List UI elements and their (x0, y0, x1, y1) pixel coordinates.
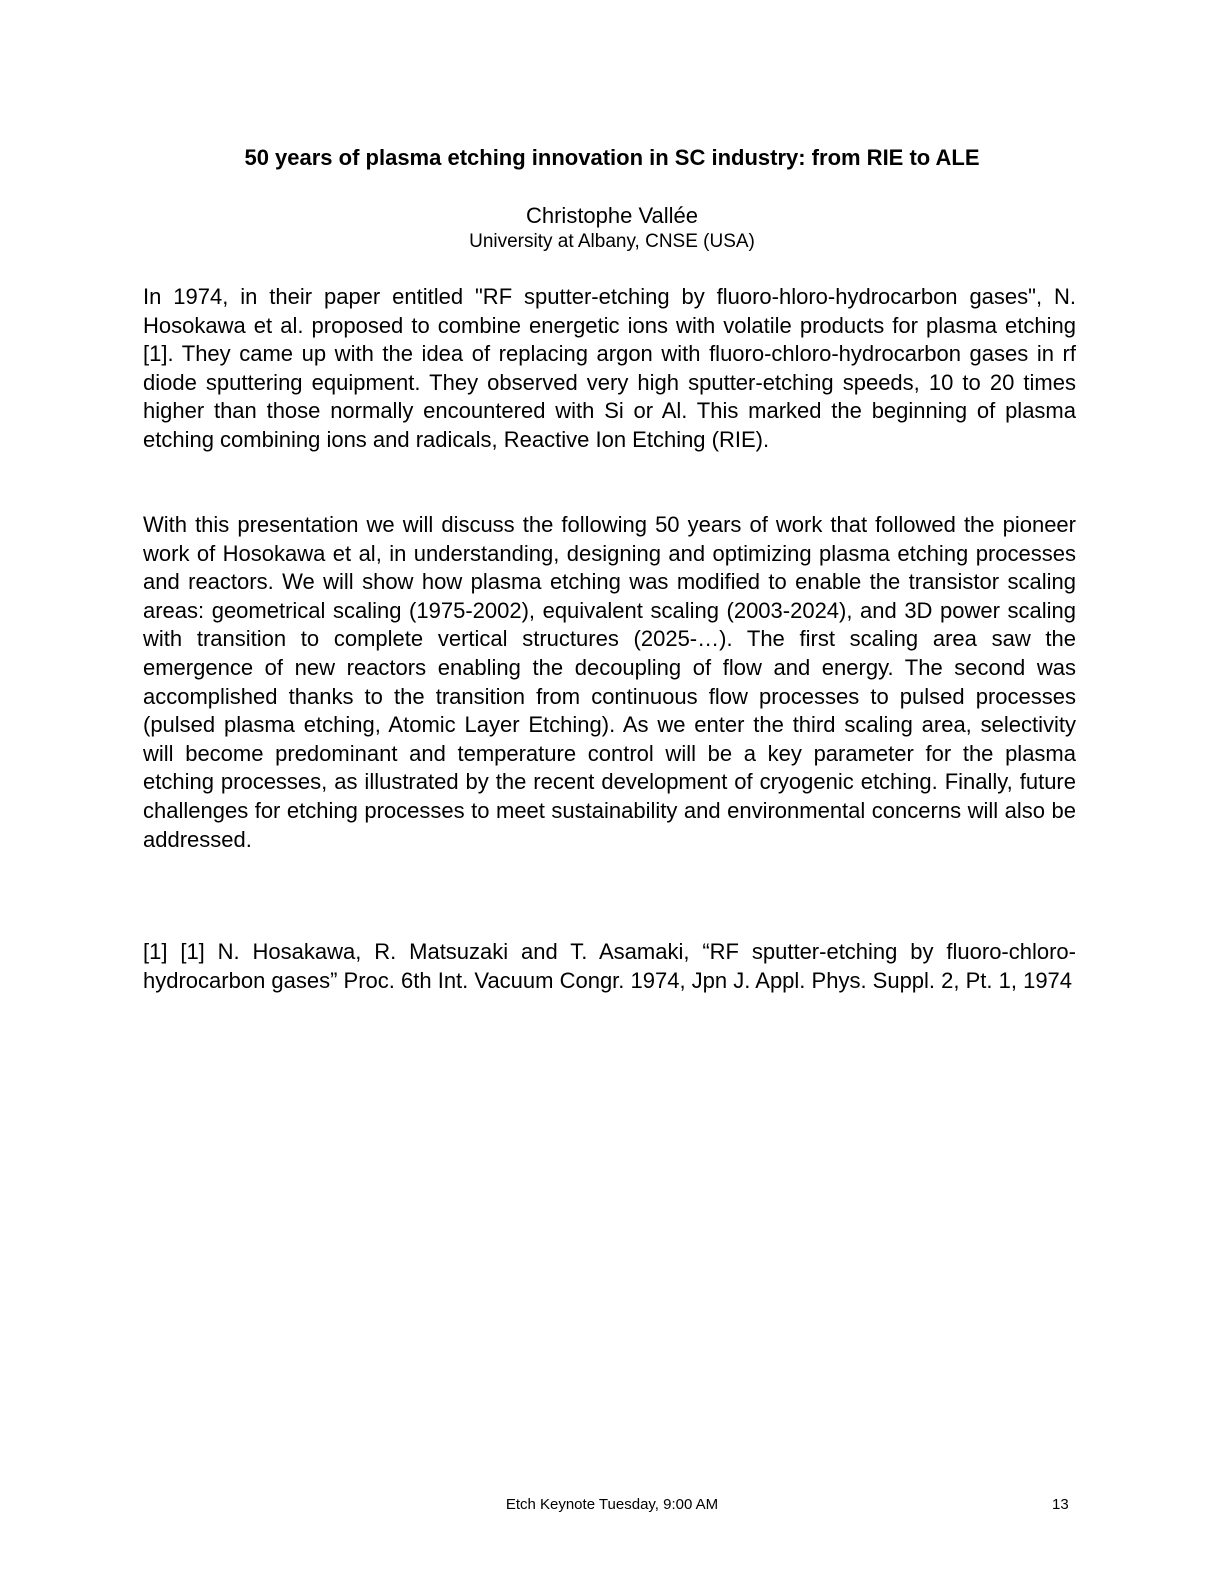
paper-title: 50 years of plasma etching innovation in SC industry: from RIE to ALE (244, 145, 980, 170)
footer-session: Etch Keynote Tuesday, 9:00 AM (505, 1496, 719, 1513)
author-affiliation: University at Albany, CNSE (USA) (469, 231, 755, 252)
abstract-paragraph-2: With this presentation we will discuss the following 50 years of work that followed the pioneer work of Hosokawa et al, in understanding, designing and optimizing plasma etching processes and reactors. We will show how plasma etching was modified to enable the transistor scaling areas: geometrical scaling (1975-2002), equivalent scaling (2003-2024), and 3D power scaling with transition to complete vertical structures (2025-…). The first scaling area saw the emergence of new reactors enabling the decoupling of flow and energy. The second was accomplished thanks to the transition from continuous flow processes to pulsed processes (pulsed plasma etching, Atomic Layer Etching). As we enter the third scaling area, selectivity will become predominant and temperature control will be a key parameter for the plasma etching processes, as illustrated by the recent development of cryogenic etching. Finally, future challenges for etching processes to meet sustainability and environmental concerns will also be addressed. (143, 512, 1076, 852)
abstract-paragraph-1: In 1974, in their paper entitled "RF sputter-etching by fluoro-hloro-hydrocarbon gases", N. Hosokawa et al. proposed to combine energetic ions with volatile products for plasma etching [1]. They came up with the idea of replacing argon with fluoro-chloro-hydrocarbon gases in rf diode sputtering equipment. They observed very high sputter-etching speeds, 10 to 20 times higher than those normally encountered with Si or Al. This marked the beginning of plasma etching combining ions and radicals, Reactive Ion Etching (RIE). (143, 284, 1076, 452)
page-number: 13 (1052, 1496, 1069, 1513)
author-name: Christophe Vallée (525, 203, 699, 228)
reference-entry: [1] [1] N. Hosakawa, R. Matsuzaki and T. Asamaki, “RF sputter-etching by fluoro-chloro-hydrocarbon gases” Proc. 6th Int. Vacuum Congr. 1974, Jpn J. Appl. Phys. Suppl. 2, Pt. 1, 1974 (143, 939, 1076, 993)
